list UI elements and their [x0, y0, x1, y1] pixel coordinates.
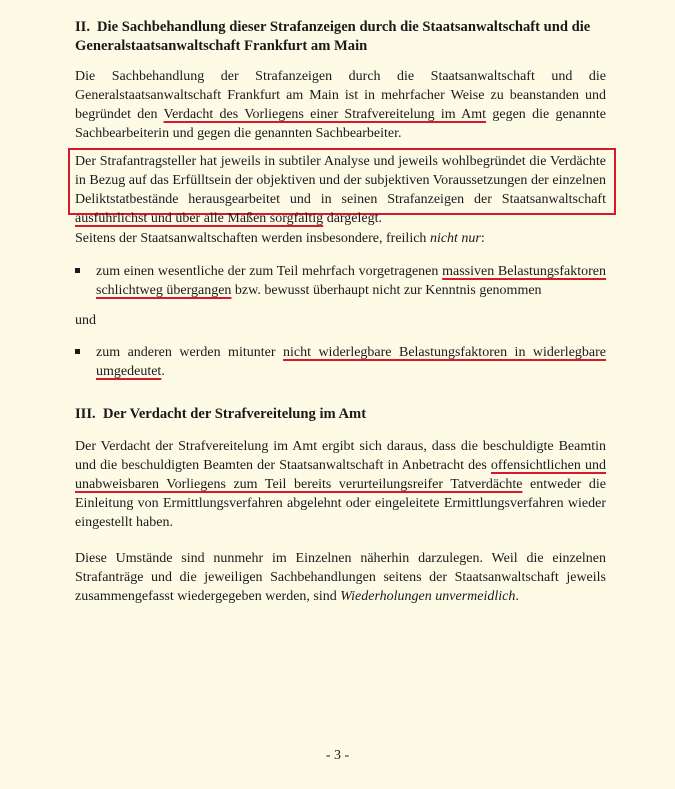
text-run: Die Sachbehandlung der Strafanzeigen durch die Staatsanwaltschaft und die Generalstaatsanwaltschaft Frankfurt am Main ist in mehrfacher Weise zu beanstanden und begründet den [75, 69, 606, 122]
paragraph-5 [75, 549, 606, 606]
text-run: Der Strafantragsteller hat jeweils in subtiler Analyse und jeweils wohlbegründet die Verdächte in Bezug auf das Erfülltsein der objektiven und der subjektiven Voraussetzungen der einzelnen Deliktstatbestände herausgearbeitet und in seinen Strafanzeigen der Staatsanwaltschaft [75, 154, 606, 207]
section-heading-3 [75, 405, 615, 424]
italic-phrase: nicht nur [429, 231, 481, 246]
paragraph-2 [75, 152, 606, 228]
red-underlined-phrase: Verdacht des Vorliegens einer Strafvereitelung im Amt [163, 107, 487, 122]
text-run: zum anderen werden mitunter [96, 345, 283, 360]
square-bullet-icon [75, 268, 80, 273]
text-run: zum einen wesentliche der zum Teil mehrfach vorgetragenen [96, 264, 443, 279]
red-underlined-phrase: nicht widerlegbare Belastungsfaktoren in widerlegbare umgedeutet [96, 345, 606, 379]
text-run: dargelegt. [323, 211, 383, 226]
red-underlined-phrase: ausführlichst und über alle Maßen sorgfältig [75, 211, 324, 226]
text-run: : [480, 231, 485, 246]
paragraph-4 [75, 437, 606, 532]
list-item-text [96, 262, 606, 300]
text-run: bzw. bewusst überhaupt nicht zur Kenntnis genommen [231, 283, 542, 298]
section-number: II. [75, 19, 91, 35]
page-number: - 3 - [325, 748, 350, 763]
text-run: . [515, 589, 519, 604]
list-item-text [96, 343, 606, 381]
section-heading-2 [75, 18, 615, 56]
paragraph-3 [75, 229, 606, 248]
square-bullet-icon [75, 349, 80, 354]
red-underlined-phrase: offensichtlichen und unabweisbaren Vorliegens zum Teil bereits verurteilungsreifer Tatverdächte [75, 458, 606, 492]
red-underlined-phrase: massiven Belastungsfaktoren schlichtweg übergangen [96, 264, 606, 298]
paragraph-1 [75, 67, 606, 143]
section-title: Der Verdacht der Strafvereitelung im Amt [103, 406, 367, 422]
text-run: gegen die genannte Sachbearbeiterin und gegen die genannten Sachbearbeiter. [75, 107, 606, 141]
text-run: Diese Umstände sind nunmehr im Einzelnen näherhin darzulegen. Weil die einzelnen Strafanträge und die jeweiligen Sachbehandlungen seitens der Staatsanwaltschaft jeweils zusammengefasst wiedergegeben werden, sind [75, 551, 606, 604]
italic-phrase: Wiederholungen unvermeidlich [340, 589, 516, 604]
section-number: III. [75, 406, 96, 422]
section-title: Die Sachbehandlung dieser Strafanzeigen durch die Staatsanwaltschaft und die Generalstaatsanwaltschaft Frankfurt am Main [75, 19, 591, 54]
text-run: entweder die Einleitung von Ermittlungsverfahren abgelehnt oder eingeleitete Ermittlungsverfahren wieder eingestellt haben. [75, 477, 606, 530]
text-run: Seitens der Staatsanwaltschaften werden insbesondere, freilich [75, 231, 430, 246]
text-run: . [161, 364, 165, 379]
text-run: Der Verdacht der Strafvereitelung im Amt ergibt sich daraus, dass die beschuldigte Beamtin und die beschuldigten Beamten der Staatsanwaltschaft in Anbetracht des [75, 439, 606, 473]
connector-text: und [75, 313, 96, 328]
